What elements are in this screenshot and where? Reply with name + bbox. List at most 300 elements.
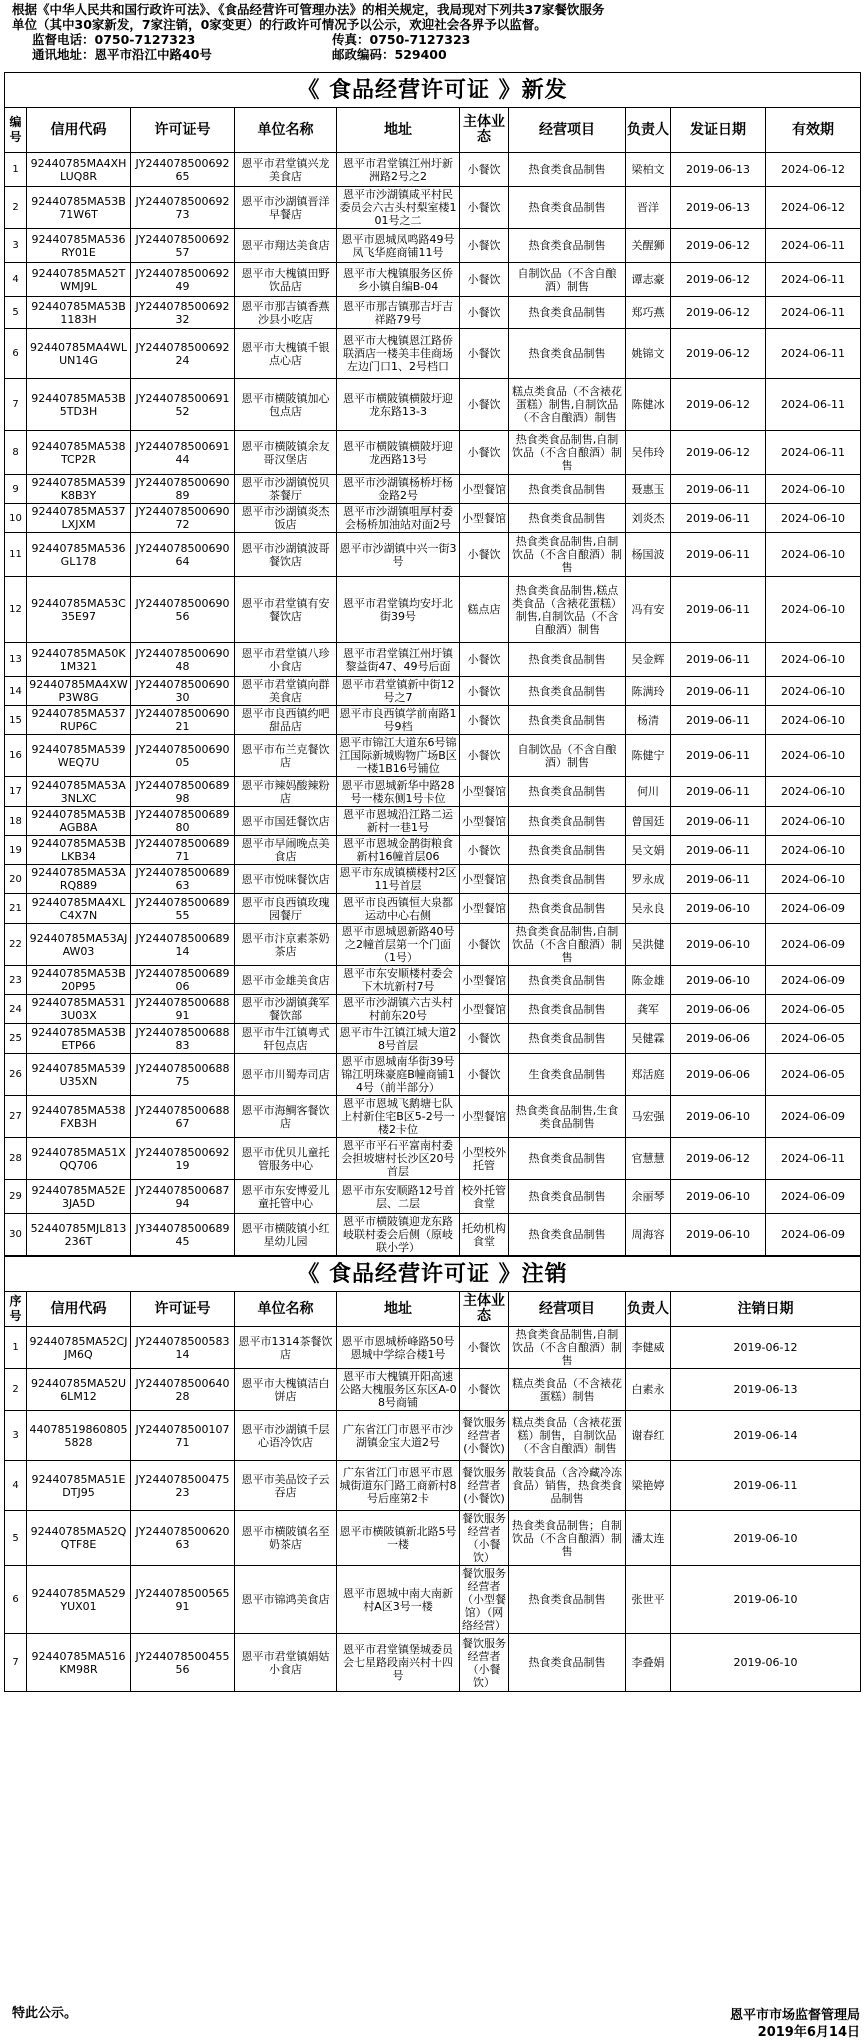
new-table-cell: 92440785MA539K8B3Y bbox=[27, 475, 131, 504]
new-table-row bbox=[5, 1138, 861, 1180]
new-table-cell: 4 bbox=[5, 263, 27, 297]
new-table-row bbox=[5, 1096, 861, 1138]
new-table-cell: 2024-06-11 bbox=[766, 229, 861, 263]
new-table-cell: 托幼机构食堂 bbox=[460, 1214, 509, 1256]
cancel-table-cell: 92440785MA52U6LM12 bbox=[27, 1369, 131, 1411]
new-table-cell: 92440785MA536RY01E bbox=[27, 229, 131, 263]
new-table-cell: 小餐饮 bbox=[460, 677, 509, 706]
new-table-row bbox=[5, 777, 861, 807]
cancel-table-cell: 92440785MA516KM98R bbox=[27, 1634, 131, 1692]
new-table-row bbox=[5, 297, 861, 329]
cancel-table-cell: 热食类食品制售 bbox=[509, 1634, 626, 1692]
new-table-cell: 小型餐馆 bbox=[460, 807, 509, 836]
new-table-cell: 2019-06-10 bbox=[671, 894, 766, 924]
new-table-cell: JY24407850069030 bbox=[131, 677, 235, 706]
cancel-table-cell: 92440785MA52QQTF8E bbox=[27, 1511, 131, 1566]
new-table-cell: 2024-06-11 bbox=[766, 263, 861, 297]
new-table-cell: JY24407850069048 bbox=[131, 643, 235, 677]
new-table-cell: 罗永成 bbox=[626, 865, 671, 894]
new-table-row bbox=[5, 735, 861, 777]
new-column-header: 单位名称 bbox=[235, 108, 337, 153]
cancel-column-header: 序号 bbox=[5, 1292, 27, 1327]
new-table-cell: 23 bbox=[5, 966, 27, 995]
new-table-cell: 恩平市牛江镇江城大道28号首层 bbox=[337, 1024, 460, 1054]
new-table-cell: 2 bbox=[5, 187, 27, 229]
new-table-cell: 2024-06-05 bbox=[766, 1024, 861, 1054]
cancel-column-header: 经营项目 bbox=[509, 1292, 626, 1327]
new-table-cell: 恩平市锦江大道东6号锦江国际新城购物广场B区一楼1B16号铺位 bbox=[337, 735, 460, 777]
cancel-title-row bbox=[5, 1257, 861, 1292]
new-table-cell: 2024-06-10 bbox=[766, 533, 861, 577]
cancel-table-cell: JY24407850062063 bbox=[131, 1511, 235, 1566]
new-table-cell: 热食类食品制售,自制饮品（不含自酿酒）制售 bbox=[509, 924, 626, 966]
cancel-table-cell: JY24407850047523 bbox=[131, 1461, 235, 1511]
cancel-table-cell: 7 bbox=[5, 1634, 27, 1692]
new-table-cell: 热食类食品制售 bbox=[509, 865, 626, 894]
new-table-cell: 2019-06-11 bbox=[671, 475, 766, 504]
new-table-cell: 恩平市沙湖镇龚军餐饮部 bbox=[235, 995, 337, 1024]
cancel-table-row bbox=[5, 1461, 861, 1511]
new-table-cell: 2024-06-05 bbox=[766, 1054, 861, 1096]
new-table-cell: 小餐饮 bbox=[460, 229, 509, 263]
new-table-cell: 24 bbox=[5, 995, 27, 1024]
new-table-cell: 小餐饮 bbox=[460, 379, 509, 431]
new-table-cell: 小餐饮 bbox=[460, 735, 509, 777]
cancel-table-cell: 恩平市君堂镇堡城委员会七星路段南兴村十四号 bbox=[337, 1634, 460, 1692]
new-table-cell: 92440785MA538FXB3H bbox=[27, 1096, 131, 1138]
new-table-cell: 恩平市横陂镇横陂圩迎龙东路13-3 bbox=[337, 379, 460, 431]
new-table-cell: 小餐饮 bbox=[460, 153, 509, 187]
address-label: 通讯地址：恩平市沿江中路40号 bbox=[32, 47, 212, 62]
new-table-cell: 热食类食品制售 bbox=[509, 677, 626, 706]
new-table-row bbox=[5, 865, 861, 894]
new-column-header: 信用代码 bbox=[27, 108, 131, 153]
new-table-cell: 30 bbox=[5, 1214, 27, 1256]
new-table-cell: 2019-06-11 bbox=[671, 504, 766, 533]
cancel-table-cell: 热食类食品制售；自制饮品（不含自酿酒）制售 bbox=[509, 1511, 626, 1566]
cancel-table-cell: 2019-06-11 bbox=[671, 1461, 861, 1511]
new-table-cell: 恩平市君堂镇有安餐饮店 bbox=[235, 577, 337, 643]
new-table-cell: 11 bbox=[5, 533, 27, 577]
new-table-cell: 小型餐馆 bbox=[460, 504, 509, 533]
new-table-cell: 自制饮品（不含自酿酒）制售 bbox=[509, 263, 626, 297]
new-table-cell: 2024-06-05 bbox=[766, 995, 861, 1024]
new-table-cell: JY24407850068906 bbox=[131, 966, 235, 995]
new-table-cell: 2024-06-12 bbox=[766, 187, 861, 229]
new-table-cell: 2019-06-11 bbox=[671, 643, 766, 677]
new-table-cell: 2019-06-12 bbox=[671, 1138, 766, 1180]
new-table-cell: 糕点店 bbox=[460, 577, 509, 643]
new-table-cell: 曾国廷 bbox=[626, 807, 671, 836]
cancel-table-cell: 恩平市美品饺子云吞店 bbox=[235, 1461, 337, 1511]
cancel-column-header: 注销日期 bbox=[671, 1292, 861, 1327]
notice-document bbox=[4, 0, 860, 1692]
new-table-cell: 2024-06-11 bbox=[766, 431, 861, 475]
cancel-table-cell: 恩平市君堂镇娟姑小食店 bbox=[235, 1634, 337, 1692]
new-table-row bbox=[5, 706, 861, 735]
new-table-cell: 2019-06-11 bbox=[671, 735, 766, 777]
cancel-table-cell: 2019-06-10 bbox=[671, 1634, 861, 1692]
cancel-table-cell: 白素永 bbox=[626, 1369, 671, 1411]
new-table-cell: 恩平市那吉镇香燕沙县小吃店 bbox=[235, 297, 337, 329]
cancel-table-cell: 2019-06-13 bbox=[671, 1369, 861, 1411]
new-table-cell: 热食类食品制售 bbox=[509, 229, 626, 263]
new-table-cell: 25 bbox=[5, 1024, 27, 1054]
new-table-row bbox=[5, 807, 861, 836]
new-table-cell: 恩平市横陂镇余友哥汉堡店 bbox=[235, 431, 337, 475]
new-table-cell: 自制饮品（不含自酿酒）制售 bbox=[509, 735, 626, 777]
new-table-cell: 2024-06-10 bbox=[766, 577, 861, 643]
new-table-cell: 2019-06-12 bbox=[671, 263, 766, 297]
new-table-cell: JY24407850069021 bbox=[131, 706, 235, 735]
new-header-row bbox=[5, 108, 861, 153]
new-table-cell: 热食类食品制售 bbox=[509, 1024, 626, 1054]
new-table-cell: 小型餐馆 bbox=[460, 995, 509, 1024]
new-table-cell: 恩平市东安顺楼村委会下木坑新村7号 bbox=[337, 966, 460, 995]
new-table-cell: 26 bbox=[5, 1054, 27, 1096]
new-table-cell: 小餐饮 bbox=[460, 643, 509, 677]
new-table-cell: 何川 bbox=[626, 777, 671, 807]
new-table-cell: 20 bbox=[5, 865, 27, 894]
new-table-cell: 恩平市横陂镇迎龙东路岐联村委会后侧（原岐联小学） bbox=[337, 1214, 460, 1256]
cancel-table-cell: 餐饮服务经营者（小餐饮） bbox=[460, 1634, 509, 1692]
new-table-cell: 2024-06-09 bbox=[766, 966, 861, 995]
new-table-row bbox=[5, 836, 861, 865]
cancel-column-header: 负责人 bbox=[626, 1292, 671, 1327]
new-table-cell: 杨国波 bbox=[626, 533, 671, 577]
new-table-cell: JY24407850069273 bbox=[131, 187, 235, 229]
new-table-cell: 恩平市恩城飞鹅塘七队上村新住宅B区5-2号一楼2卡位 bbox=[337, 1096, 460, 1138]
new-table-cell: JY24407850069089 bbox=[131, 475, 235, 504]
new-table-cell: 92440785MA53A3NLXC bbox=[27, 777, 131, 807]
new-table-row bbox=[5, 187, 861, 229]
new-table-cell: 恩平市恩城恩新路40号之2幢首层第一个门面（1号） bbox=[337, 924, 460, 966]
new-table-cell: 热食类食品制售 bbox=[509, 1214, 626, 1256]
cancel-table-cell: 2 bbox=[5, 1369, 27, 1411]
new-table-cell: 恩平市沙湖镇晋洋早餐店 bbox=[235, 187, 337, 229]
new-table-cell: 热食类食品制售 bbox=[509, 966, 626, 995]
new-table-cell: 2019-06-10 bbox=[671, 966, 766, 995]
cancel-table-cell: 4 bbox=[5, 1461, 27, 1511]
new-table-cell: 2019-06-12 bbox=[671, 329, 766, 379]
new-table-cell: JY24407850068891 bbox=[131, 995, 235, 1024]
new-table-cell: 8 bbox=[5, 431, 27, 475]
signature-block bbox=[730, 2007, 860, 2041]
new-table-cell: 恩平市良西镇约吧甜品店 bbox=[235, 706, 337, 735]
new-table-cell: 6 bbox=[5, 329, 27, 379]
new-table-cell: JY24407850068963 bbox=[131, 865, 235, 894]
new-table-cell: 恩平市沙湖镇波哥餐饮店 bbox=[235, 533, 337, 577]
new-table-cell: 马宏强 bbox=[626, 1096, 671, 1138]
cancel-table-row bbox=[5, 1511, 861, 1566]
new-table-row bbox=[5, 577, 861, 643]
cancel-table-cell: 餐饮服务经营者(小餐饮) bbox=[460, 1461, 509, 1511]
new-table-cell: 小型餐馆 bbox=[460, 865, 509, 894]
new-table-cell: 92440785MA53ARQ889 bbox=[27, 865, 131, 894]
new-table-cell: 恩平市沙湖镇中兴一街3号 bbox=[337, 533, 460, 577]
new-table-cell: 小型校外托管 bbox=[460, 1138, 509, 1180]
new-table-cell: 热食类食品制售 bbox=[509, 1180, 626, 1214]
new-table-cell: 2024-06-10 bbox=[766, 735, 861, 777]
new-table-cell: 7 bbox=[5, 379, 27, 431]
new-table-cell: 姚锦文 bbox=[626, 329, 671, 379]
new-table-cell: 2019-06-10 bbox=[671, 1214, 766, 1256]
new-table-cell: 恩平市国廷餐饮店 bbox=[235, 807, 337, 836]
new-table-cell: 恩平市优贝儿童托管服务中心 bbox=[235, 1138, 337, 1180]
new-table-row bbox=[5, 677, 861, 706]
new-table-cell: 2024-06-10 bbox=[766, 836, 861, 865]
new-table-cell: 余丽琴 bbox=[626, 1180, 671, 1214]
new-table-cell: 糕点类食品（不含裱花蛋糕）制售,自制饮品（不含自酿酒）制售 bbox=[509, 379, 626, 431]
new-table-cell: 92440785MA5313U03X bbox=[27, 995, 131, 1024]
new-table-cell: 92440785MA53B71W6T bbox=[27, 187, 131, 229]
new-table-cell: 恩平市横陂镇横陂圩迎龙西路13号 bbox=[337, 431, 460, 475]
new-table-cell: 1 bbox=[5, 153, 27, 187]
new-table-row bbox=[5, 379, 861, 431]
new-table-cell: 恩平市那吉镇那吉圩吉祥路79号 bbox=[337, 297, 460, 329]
new-table-cell: 恩平市君堂镇均安圩北街39号 bbox=[337, 577, 460, 643]
cancel-table-cell: 92440785MA52CJJM6Q bbox=[27, 1327, 131, 1369]
new-table-cell: 92440785MA53C35E97 bbox=[27, 577, 131, 643]
cancel-table-cell: 恩平市1314茶餐饮店 bbox=[235, 1327, 337, 1369]
new-table-cell: 恩平市恩城南华街39号锦江明珠豪庭B幢商铺14号（前半部分） bbox=[337, 1054, 460, 1096]
new-table-row bbox=[5, 966, 861, 995]
new-table-cell: 2024-06-11 bbox=[766, 379, 861, 431]
new-table-cell: 热食类食品制售 bbox=[509, 995, 626, 1024]
new-table-cell: 2024-06-11 bbox=[766, 1138, 861, 1180]
new-table-cell: 恩平市沙湖镇咸平村民委员会六古头村梨室楼101号之二 bbox=[337, 187, 460, 229]
new-table-cell: 恩平市恩城凤鸣路49号凤飞华庭商铺11号 bbox=[337, 229, 460, 263]
new-table-cell: 郑活庭 bbox=[626, 1054, 671, 1096]
new-table-cell: 恩平市君堂镇八珍小食店 bbox=[235, 643, 337, 677]
new-table-cell: 16 bbox=[5, 735, 27, 777]
new-table-cell: 恩平市牛江镇粤式轩包点店 bbox=[235, 1024, 337, 1054]
new-table-cell: JY24407850068980 bbox=[131, 807, 235, 836]
issuer-name: 恩平市市场监督管理局 bbox=[729, 2008, 860, 2023]
new-table-cell: 小餐饮 bbox=[460, 329, 509, 379]
new-title-row bbox=[5, 73, 861, 108]
new-table-row bbox=[5, 924, 861, 966]
cancel-table-cell: 2019-06-14 bbox=[671, 1411, 861, 1461]
cancel-column-header: 信用代码 bbox=[27, 1292, 131, 1327]
new-table-cell: 2019-06-11 bbox=[671, 706, 766, 735]
new-table-cell: 5 bbox=[5, 297, 27, 329]
new-table-cell: 28 bbox=[5, 1138, 27, 1180]
new-table-cell: JY24407850068998 bbox=[131, 777, 235, 807]
new-table-cell: JY24407850068883 bbox=[131, 1024, 235, 1054]
new-table-cell: 恩平市恩城沿江路二运新村一巷1号 bbox=[337, 807, 460, 836]
new-table-cell: JY24407850068867 bbox=[131, 1096, 235, 1138]
new-table-cell: 92440785MA53BLKB34 bbox=[27, 836, 131, 865]
cancel-license-table bbox=[4, 1256, 861, 1692]
cancel-table-cell: JY24407850064028 bbox=[131, 1369, 235, 1411]
cancel-table-cell: 恩平市大槐镇洁白饼店 bbox=[235, 1369, 337, 1411]
new-table-cell: 恩平市大槐镇田野饮品店 bbox=[235, 263, 337, 297]
new-table-cell: 2019-06-11 bbox=[671, 836, 766, 865]
new-table-cell: 21 bbox=[5, 894, 27, 924]
footer-note: 特此公示。 bbox=[12, 2006, 78, 2021]
new-table-cell: 92440785MA537LXJXM bbox=[27, 504, 131, 533]
new-table-cell: 热食类食品制售,糕点类食品（含裱花蛋糕）制售,自制饮品（不含自酿酒）制售 bbox=[509, 577, 626, 643]
new-table-cell: 2024-06-10 bbox=[766, 777, 861, 807]
new-table-row bbox=[5, 229, 861, 263]
new-table-cell: 2019-06-11 bbox=[671, 807, 766, 836]
issue-date: 2019年6月14日 bbox=[757, 2025, 860, 2040]
new-table-cell: 小型餐馆 bbox=[460, 966, 509, 995]
new-table-cell: 92440785MA52E3JA5D bbox=[27, 1180, 131, 1214]
new-table-row bbox=[5, 263, 861, 297]
cancel-table-cell: 餐饮服务经营者(小餐饮) bbox=[460, 1411, 509, 1461]
new-table-cell: 2019-06-06 bbox=[671, 1054, 766, 1096]
new-table-cell: 2019-06-13 bbox=[671, 153, 766, 187]
new-table-cell: 恩平市沙湖镇炎杰饭店 bbox=[235, 504, 337, 533]
new-table-cell: 小餐饮 bbox=[460, 187, 509, 229]
new-table-row bbox=[5, 1024, 861, 1054]
new-table-cell: JY24407850069219 bbox=[131, 1138, 235, 1180]
cancel-table-cell: 2019-06-10 bbox=[671, 1566, 861, 1634]
postcode-label: 邮政编码：529400 bbox=[332, 47, 447, 62]
new-table-cell: 92440785MA52TWMJ9L bbox=[27, 263, 131, 297]
new-table-cell: 热食类食品制售,生食类食品制售 bbox=[509, 1096, 626, 1138]
new-table-cell: JY24407850068971 bbox=[131, 836, 235, 865]
new-table-cell: 刘炎杰 bbox=[626, 504, 671, 533]
new-table-cell: JY24407850069257 bbox=[131, 229, 235, 263]
new-table-cell: JY24407850068875 bbox=[131, 1054, 235, 1096]
cancel-column-header: 单位名称 bbox=[235, 1292, 337, 1327]
new-table-cell: 18 bbox=[5, 807, 27, 836]
new-table-cell: 恩平市东安顺路12号首层、二层 bbox=[337, 1180, 460, 1214]
new-table-cell: 恩平市东成镇横楼村2区11号首层 bbox=[337, 865, 460, 894]
new-table-cell: 晋洋 bbox=[626, 187, 671, 229]
new-table-cell: 92440785MA53B1183H bbox=[27, 297, 131, 329]
new-table-cell: 13 bbox=[5, 643, 27, 677]
new-table-cell: 2024-06-10 bbox=[766, 677, 861, 706]
new-table-cell: 2024-06-12 bbox=[766, 153, 861, 187]
new-table-cell: 热食类食品制售 bbox=[509, 475, 626, 504]
cancel-table-cell: 恩平市横陂镇名至奶茶店 bbox=[235, 1511, 337, 1566]
new-table-row bbox=[5, 153, 861, 187]
new-table-cell: JY24407850069224 bbox=[131, 329, 235, 379]
new-table-row bbox=[5, 533, 861, 577]
new-table-row bbox=[5, 329, 861, 379]
new-table-cell: 92440785MA53AJAW03 bbox=[27, 924, 131, 966]
new-table-cell: 恩平市君堂镇新中街12号之7 bbox=[337, 677, 460, 706]
cancel-table-cell: 李叠娟 bbox=[626, 1634, 671, 1692]
cancel-table-cell: 3 bbox=[5, 1411, 27, 1461]
new-table-cell: 吴永良 bbox=[626, 894, 671, 924]
new-table-cell: 小餐饮 bbox=[460, 431, 509, 475]
cancel-table-cell: 潘太连 bbox=[626, 1511, 671, 1566]
cancel-table-row bbox=[5, 1327, 861, 1369]
new-table-cell: 恩平市沙湖镇咀厚村委会杨桥加油站对面2号 bbox=[337, 504, 460, 533]
new-table-row bbox=[5, 504, 861, 533]
new-table-cell: 恩平市汴京素茶奶茶店 bbox=[235, 924, 337, 966]
new-table-cell: 2024-06-10 bbox=[766, 504, 861, 533]
new-table-cell: JY34407850068945 bbox=[131, 1214, 235, 1256]
new-table-cell: 冯有安 bbox=[626, 577, 671, 643]
new-table-cell: 92440785MA538TCP2R bbox=[27, 431, 131, 475]
cancel-table-cell: 糕点类食品（含裱花蛋糕）制售，自制饮品（不含自酿酒）制售 bbox=[509, 1411, 626, 1461]
new-table-cell: 陈健冰 bbox=[626, 379, 671, 431]
new-table-cell: 谭志豪 bbox=[626, 263, 671, 297]
phone-label: 监督电话：0750-7127323 bbox=[32, 32, 196, 47]
new-table-cell: 2024-06-10 bbox=[766, 807, 861, 836]
new-table-cell: 恩平市良西镇恒大泉都运动中心右侧 bbox=[337, 894, 460, 924]
new-table-cell: 17 bbox=[5, 777, 27, 807]
new-table-cell: 恩平市翔达美食店 bbox=[235, 229, 337, 263]
new-table-cell: 2024-06-11 bbox=[766, 297, 861, 329]
new-table-cell: 3 bbox=[5, 229, 27, 263]
intro-line-1: 根据《中华人民共和国行政许可法》、《食品经营许可管理办法》的相关规定，我局现对下列共37家餐饮服务 bbox=[12, 2, 605, 17]
new-table-cell: 92440785MA4XWP3W8G bbox=[27, 677, 131, 706]
new-table-cell: 小餐饮 bbox=[460, 297, 509, 329]
new-table-cell: 热食类食品制售 bbox=[509, 187, 626, 229]
new-table-cell: 恩平市君堂镇向群美食店 bbox=[235, 677, 337, 706]
cancel-table-cell: 餐饮服务经营者（小型餐馆）（网络经营） bbox=[460, 1566, 509, 1634]
new-table-cell: 恩平市君堂镇江州圩新洲路2号之2 bbox=[337, 153, 460, 187]
new-table-cell: 2019-06-12 bbox=[671, 297, 766, 329]
new-table-cell: 热食类食品制售 bbox=[509, 504, 626, 533]
cancel-table-cell: 2019-06-10 bbox=[671, 1511, 861, 1566]
cancel-table-cell: 李健威 bbox=[626, 1327, 671, 1369]
new-table-cell: 2019-06-12 bbox=[671, 431, 766, 475]
new-table-cell: 92440785MA536GL178 bbox=[27, 533, 131, 577]
cancel-table-cell: 小餐饮 bbox=[460, 1369, 509, 1411]
cancel-table-cell: 谢春红 bbox=[626, 1411, 671, 1461]
new-table-cell: 杨清 bbox=[626, 706, 671, 735]
new-table-cell: 恩平市君堂镇兴龙美食店 bbox=[235, 153, 337, 187]
new-table-cell: 2019-06-13 bbox=[671, 187, 766, 229]
new-table-cell: 吴健霖 bbox=[626, 1024, 671, 1054]
new-table-cell: 2019-06-06 bbox=[671, 1024, 766, 1054]
cancel-table-cell: 恩平市沙湖镇千层心语冷饮店 bbox=[235, 1411, 337, 1461]
new-table-cell: 小餐饮 bbox=[460, 533, 509, 577]
new-table-cell: 恩平市沙湖镇悦贝茶餐厅 bbox=[235, 475, 337, 504]
new-table-cell: 92440785MA53B5TD3H bbox=[27, 379, 131, 431]
new-table-cell: 热食类食品制售 bbox=[509, 706, 626, 735]
new-table-cell: 小餐饮 bbox=[460, 263, 509, 297]
new-table-cell: 恩平市大槐镇恩江路侨联酒店一楼美丰佳商场左边门口1、2号档口 bbox=[337, 329, 460, 379]
new-table-cell: 恩平市东安博爱儿童托管中心 bbox=[235, 1180, 337, 1214]
cancel-table-cell: 恩平市大槐镇开阳高速公路大槐服务区东区A-08号商铺 bbox=[337, 1369, 460, 1411]
new-table-cell: 2024-06-09 bbox=[766, 1096, 861, 1138]
new-table-cell: 校外托管食堂 bbox=[460, 1180, 509, 1214]
new-table-cell: 恩平市辣妈酸辣粉店 bbox=[235, 777, 337, 807]
new-table-cell: 热食类食品制售 bbox=[509, 329, 626, 379]
new-column-header: 许可证号 bbox=[131, 108, 235, 153]
new-table-cell: 2019-06-12 bbox=[671, 229, 766, 263]
new-table-cell: 热食类食品制售 bbox=[509, 297, 626, 329]
new-table-row bbox=[5, 894, 861, 924]
new-table-cell: 小型餐馆 bbox=[460, 475, 509, 504]
cancel-table-cell: 92440785MA51EDTJ95 bbox=[27, 1461, 131, 1511]
new-table-cell: JY24407850069265 bbox=[131, 153, 235, 187]
new-table-cell: 小餐饮 bbox=[460, 1024, 509, 1054]
new-table-cell: 恩平市横陂镇小红星幼儿园 bbox=[235, 1214, 337, 1256]
new-table-cell: 恩平市横陂镇加心包点店 bbox=[235, 379, 337, 431]
new-table-cell: 小餐饮 bbox=[460, 1054, 509, 1096]
new-table-cell: 10 bbox=[5, 504, 27, 533]
new-table-cell: 热食类食品制售 bbox=[509, 1138, 626, 1180]
new-table-cell: 2024-06-09 bbox=[766, 894, 861, 924]
new-table-cell: 92440785MA539U35XN bbox=[27, 1054, 131, 1096]
new-table-cell: JY24407850069152 bbox=[131, 379, 235, 431]
new-table-cell: 92440785MA539WEQ7U bbox=[27, 735, 131, 777]
new-table-cell: JY24407850069072 bbox=[131, 504, 235, 533]
new-table-cell: 15 bbox=[5, 706, 27, 735]
new-table-cell: 陈健宁 bbox=[626, 735, 671, 777]
new-table-cell: 22 bbox=[5, 924, 27, 966]
